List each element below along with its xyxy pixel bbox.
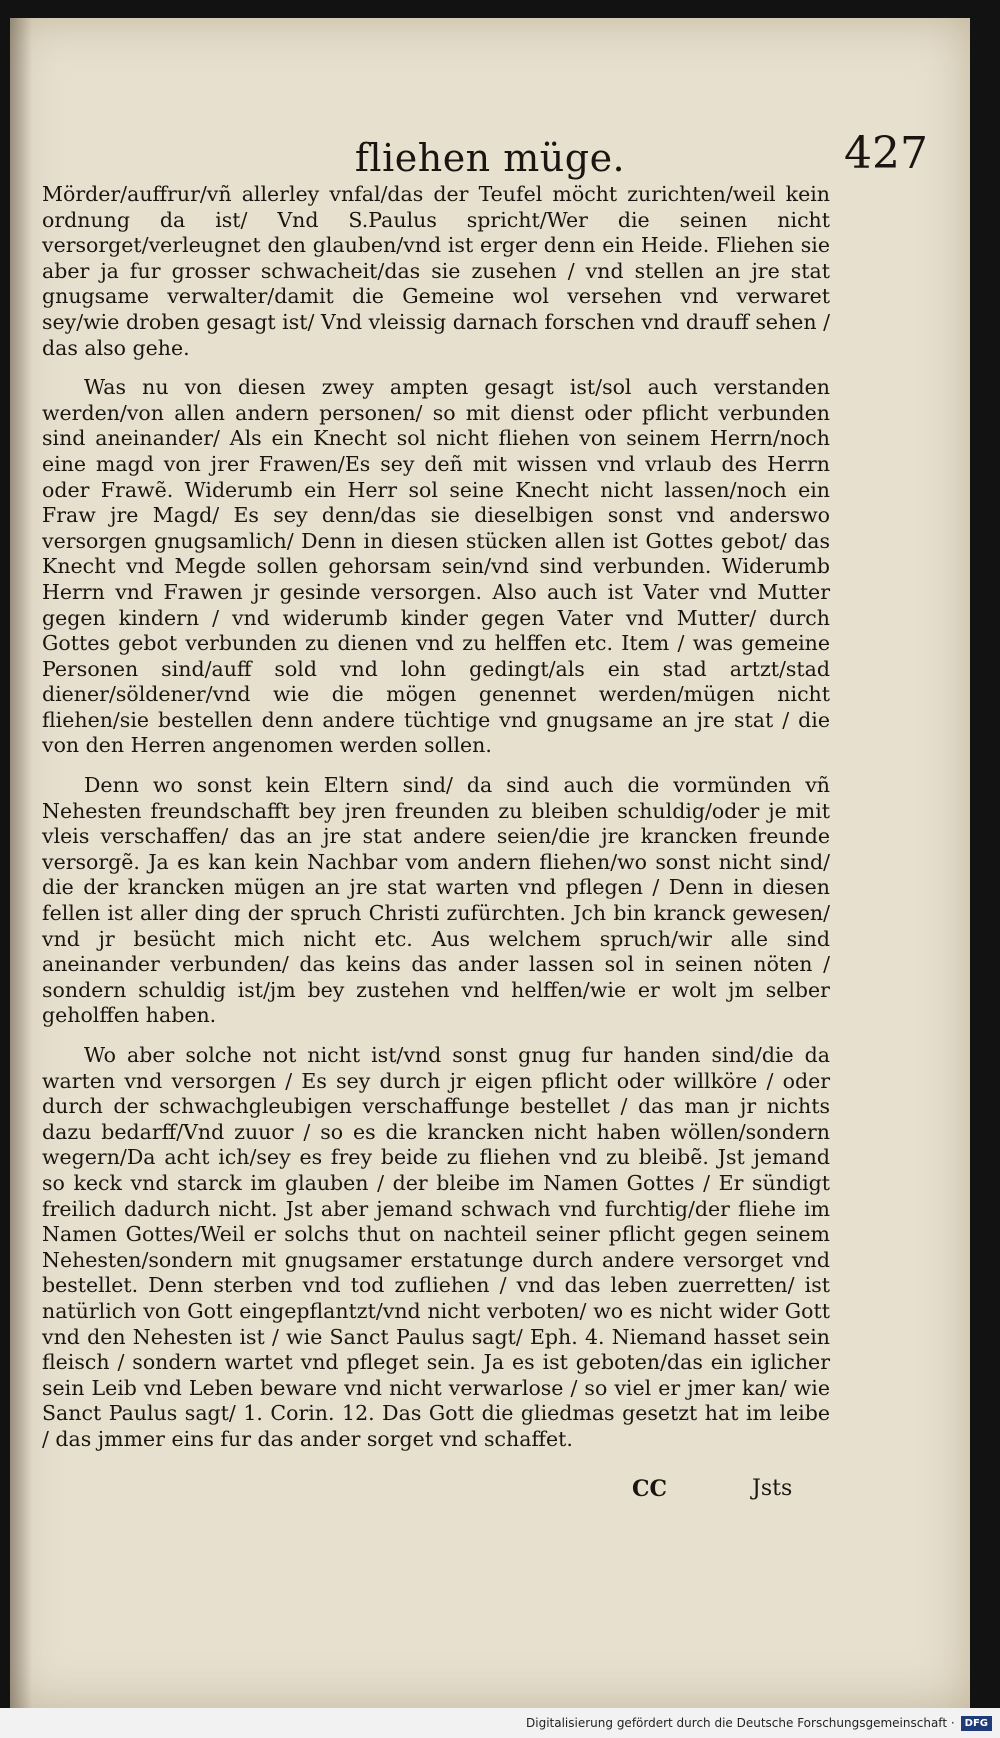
book-page [10,18,970,1708]
catchword-line [10,1476,970,1516]
paragraph: Mörder/auffrur/vñ allerley vnfal/das der Teufel möcht zurichten/weil kein ordnung da ist/ Vnd S.Paulus spricht/Wer die seinen nicht versorget/verleugnet den glauben/vnd ist erger denn ein Heide. Fliehen sie aber ja fur grosser schwacheit/das sie zusehen / vnd stellen an jre stat gnugsame verwalter/damit die Gemeine wol versehen vnd verwaret sey/wie droben gesagt ist/ Vnd vleissig darnach forschen vnd drauff sehen / das also gehe. [42,182,830,360]
paragraph: Was nu von diesen zwey ampten gesagt ist/sol auch verstanden werden/von allen andern personen/ so mit dienst oder pflicht verbunden sind aneinander/ Als ein Knecht sol nicht fliehen von seinem Herrn/noch eine magd von jrer Frawen/Es sey deñ mit wissen vnd vrlaub des Herrn oder Frawẽ. Widerumb ein Herr sol seine Knecht nicht lassen/noch ein Fraw jre Magd/ Es sey denn/das sie dieselbigen sonst vnd anderswo versorgen gnugsamlich/ Denn in diesen stücken allen ist Gottes gebot/ das Knecht vnd Megde sollen gehorsam sein/vnd sind verbunden. Widerumb Herrn vnd Frawen jr gesinde versorgen. Also auch ist Vater vnd Mutter gegen kindern / vnd widerumb kinder gegen Vater vnd Mutter/ durch Gottes gebot verbunden zu dienen vnd zu helffen etc. Item / was gemeine Personen sind/auff sold vnd lohn gedingt/als ein stad artzt/stad diener/söldener/vnd wie die mögen genennet werden/mügen nicht fliehen/sie bestellen denn andere tüchtige vnd gnugsame an jre stat / die von den Herren angenomen werden sollen. [42,375,830,758]
catchword: Jsts [752,1476,793,1501]
signature-mark: CC [632,1476,668,1502]
page-number: 427 [844,128,928,179]
funding-footer [0,1708,1000,1738]
dfg-logo: DFG [961,1716,992,1731]
body-text [42,182,830,1467]
paragraph: Wo aber solche not nicht ist/vnd sonst gnug fur handen sind/die da warten vnd versorgen / Es sey durch jr eigen pflicht oder willköre / oder durch der schwachgleubigen verschaffunge bestellet / das man jr nichts dazu bedarff/Vnd zuuor / so es die krancken nicht haben wöllen/sondern wegern/Da acht ich/sey es frey beide zu fliehen vnd zu bleibẽ. Jst jemand so keck vnd starck im glauben / der bleibe im Namen Gottes / Er sündigt freilich dadurch nicht. Jst aber jemand schwach vnd furchtig/der fliehe im Namen Gottes/Weil er solchs thut on nachteil seiner pflicht gegen seinem Nehesten/sondern mit gnugsamer erstatunge durch andere versorget vnd bestellet. Denn sterben vnd tod zufliehen / vnd das leben zuerretten/ ist natürlich von Gott eingepflantzt/vnd nicht verboten/ wo es nicht wider Gott vnd den Nehesten ist / wie Sanct Paulus sagt/ Eph. 4. Niemand hasset sein fleisch / sondern wartet vnd pfleget sein. Ja es ist geboten/das ein iglicher sein Leib vnd Leben beware vnd nicht verwarlose / so viel er jmer kan/ wie Sanct Paulus sagt/ 1. Corin. 12. Das Gott die gliedmas gesetzt hat im leibe / das jmmer eins fur das ander sorget vnd schaffet. [42,1043,830,1451]
funding-text: Digitalisierung gefördert durch die Deutsche Forschungsgemeinschaft · [526,1716,955,1730]
paragraph: Denn wo sonst kein Eltern sind/ da sind auch die vormünden vñ Nehesten freundschafft bey jren freunden zu bleiben schuldig/oder je mit vleis verschaffen/ das an jre stat andere seien/die jre krancken freunde versorgẽ. Ja es kan kein Nachbar vom andern fliehen/wo sonst nicht sind/ die der krancken mügen an jre stat warten vnd pflegen / Denn in diesen fellen ist aller ding der spruch Christi zufürchten. Jch bin kranck gewesen/ vnd jr besücht mich nicht etc. Aus welchem spruch/wir alle sind aneinander verbunden/ das keins das ander lassen sol in seinen nöten / sondern schuldig ist/jm bey zustehen vnd helffen/wie er wolt jm selber geholffen haben. [42,773,830,1028]
running-head: fliehen müge. [354,136,626,180]
